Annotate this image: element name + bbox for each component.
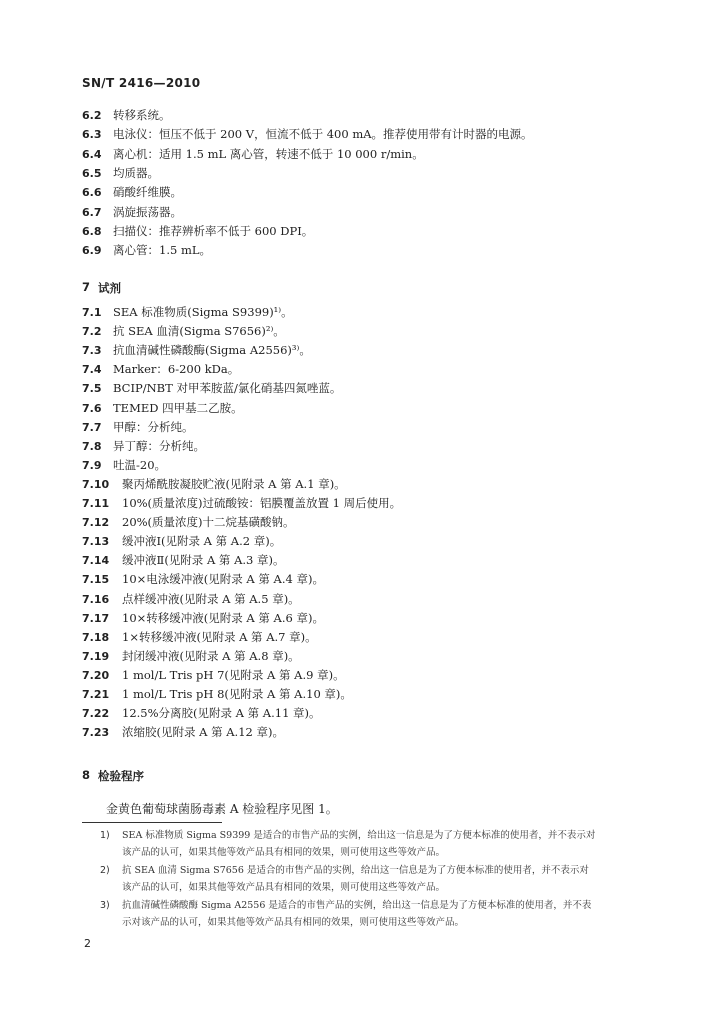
item-number: 6.6 bbox=[82, 186, 102, 200]
item-text: 抗 SEA 血清(Sigma S7656)²⁾。 bbox=[113, 324, 285, 339]
item-text: 均质器。 bbox=[113, 165, 159, 180]
item-number: 7.7 bbox=[82, 420, 102, 434]
list-item bbox=[82, 418, 194, 436]
section-8-title: 检验程序 bbox=[98, 769, 144, 783]
item-text: 10×电泳缓冲液(见附录 A 第 A.4 章)。 bbox=[122, 572, 324, 587]
item-number: 7.15 bbox=[82, 573, 110, 587]
item-text: 扫描仪：推荐辨析率不低于 600 DPI。 bbox=[113, 223, 314, 238]
footnote-mark: 3) bbox=[100, 900, 110, 911]
list-item bbox=[82, 532, 282, 550]
item-number: 6.3 bbox=[82, 128, 102, 142]
item-text: 20%(质量浓度)十二烷基磺酸钠。 bbox=[122, 515, 295, 530]
item-text: 聚丙烯酰胺凝胶贮液(见附录 A 第 A.1 章)。 bbox=[122, 476, 346, 491]
list-item bbox=[82, 106, 171, 124]
list-item bbox=[82, 551, 285, 569]
list-item bbox=[82, 399, 243, 417]
item-number: 7.18 bbox=[82, 630, 110, 644]
list-item bbox=[82, 590, 300, 608]
section-8-paragraph: 金黄色葡萄球菌肠毒素 A 检验程序见图 1。 bbox=[106, 802, 338, 816]
item-number: 7.14 bbox=[82, 554, 110, 568]
item-number: 7.19 bbox=[82, 649, 110, 663]
list-item bbox=[82, 609, 324, 627]
item-number: 7.9 bbox=[82, 458, 102, 472]
list-item bbox=[82, 513, 295, 531]
footnote-line: 示对该产品的认可，如果其他等效产品具有相同的效果，则可使用这些等效产品。 bbox=[122, 917, 465, 928]
item-number: 6.7 bbox=[82, 205, 102, 219]
list-item bbox=[82, 666, 345, 684]
section-7-heading bbox=[82, 280, 121, 295]
item-number: 6.8 bbox=[82, 224, 102, 238]
item-text: 1 mol/L Tris pH 8(见附录 A 第 A.10 章)。 bbox=[122, 687, 352, 701]
item-text: 离心机：适用 1.5 mL 离心管，转速不低于 10 000 r/min。 bbox=[113, 146, 424, 161]
item-number: 7.17 bbox=[82, 611, 110, 625]
item-number: 6.5 bbox=[82, 166, 102, 180]
item-text: 点样缓冲液(见附录 A 第 A.5 章)。 bbox=[122, 591, 300, 606]
list-item bbox=[82, 145, 424, 163]
item-number: 7.3 bbox=[82, 344, 102, 358]
list-item bbox=[82, 125, 533, 143]
footnote-line: 该产品的认可，如果其他等效产品具有相同的效果，则可使用这些等效产品。 bbox=[122, 847, 446, 858]
item-text: 抗血清碱性磷酸酶(Sigma A2556)³⁾。 bbox=[113, 343, 311, 358]
list-item bbox=[82, 685, 352, 703]
list-item bbox=[82, 723, 284, 741]
list-item bbox=[82, 628, 317, 646]
item-number: 7.20 bbox=[82, 668, 110, 682]
item-text: 转移系统。 bbox=[113, 108, 171, 122]
list-item bbox=[82, 303, 293, 321]
item-text: 甲醇：分析纯。 bbox=[113, 419, 194, 434]
item-text: 封闭缓冲液(见附录 A 第 A.8 章)。 bbox=[122, 648, 300, 663]
item-number: 7.21 bbox=[82, 688, 110, 701]
footnote-line: SEA 标准物质 Sigma S9399 是适合的市售产品的实例，给出这一信息是为了方便本标准的使用者，并不表示对 bbox=[122, 830, 596, 841]
list-item bbox=[82, 164, 159, 182]
item-number: 7.2 bbox=[82, 325, 102, 339]
item-text: Marker：6-200 kDa。 bbox=[113, 362, 240, 377]
item-text: 离心管：1.5 mL。 bbox=[113, 243, 211, 258]
footnote-line: 抗血清碱性磷酸酶 Sigma A2556 是适合的市售产品的实例，给出这一信息是为了方便本标准的使用者，并不表 bbox=[122, 900, 592, 911]
footnote-line: 抗 SEA 血清 Sigma S7656 是适合的市售产品的实例，给出这一信息是为了方便本标准的使用者，并不表示对 bbox=[122, 865, 589, 876]
item-text: 12.5%分离胶(见附录 A 第 A.11 章)。 bbox=[122, 706, 321, 721]
item-number: 7.6 bbox=[82, 401, 102, 415]
section-7-number: 7 bbox=[82, 280, 91, 294]
footnote-line: 该产品的认可，如果其他等效产品具有相同的效果，则可使用这些等效产品。 bbox=[122, 882, 446, 893]
item-text: 缓冲液Ⅰ(见附录 A 第 A.2 章)。 bbox=[122, 534, 282, 549]
section-8-heading bbox=[82, 768, 144, 783]
footnote-mark: 1) bbox=[100, 830, 110, 841]
list-item bbox=[82, 379, 342, 397]
list-item bbox=[82, 222, 314, 240]
list-item bbox=[82, 570, 324, 588]
list-item bbox=[82, 704, 321, 722]
item-text: 异丁醇：分析纯。 bbox=[113, 438, 205, 453]
item-number: 6.4 bbox=[82, 147, 102, 161]
item-text: BCIP/NBT 对甲苯胺蓝/氯化硝基四氮唑蓝。 bbox=[113, 381, 342, 396]
footnote-separator bbox=[82, 822, 222, 823]
item-number: 7.8 bbox=[82, 439, 102, 453]
item-number: 6.2 bbox=[82, 109, 102, 122]
list-item bbox=[82, 494, 402, 512]
item-number: 7.22 bbox=[82, 707, 110, 721]
section-8-number: 8 bbox=[82, 768, 91, 782]
item-number: 7.5 bbox=[82, 382, 102, 396]
item-text: 电泳仪：恒压不低于 200 V，恒流不低于 400 mA。推荐使用带有计时器的电源。 bbox=[113, 127, 533, 142]
item-text: 涡旋振荡器。 bbox=[113, 204, 182, 219]
list-item bbox=[82, 647, 300, 665]
list-item bbox=[82, 437, 205, 455]
item-number: 7.4 bbox=[82, 363, 102, 377]
footnote-mark: 2) bbox=[100, 865, 110, 876]
list-item bbox=[82, 183, 182, 201]
item-text: 10%(质量浓度)过硫酸铵：铝膜覆盖放置 1 周后使用。 bbox=[122, 496, 402, 510]
item-text: 浓缩胶(见附录 A 第 A.12 章)。 bbox=[122, 725, 284, 740]
item-text: 缓冲液Ⅱ(见附录 A 第 A.3 章)。 bbox=[122, 553, 285, 568]
document-code-header: SN/T 2416—2010 bbox=[82, 76, 201, 90]
list-item bbox=[82, 203, 182, 221]
item-text: 吐温-20。 bbox=[113, 457, 167, 472]
item-number: 7.13 bbox=[82, 535, 110, 549]
page-number: 2 bbox=[84, 937, 91, 950]
list-item bbox=[82, 475, 346, 493]
item-number: 7.1 bbox=[82, 306, 102, 319]
item-text: 1 mol/L Tris pH 7(见附录 A 第 A.9 章)。 bbox=[122, 667, 345, 682]
item-text: TEMED 四甲基二乙胺。 bbox=[113, 400, 243, 415]
item-number: 7.11 bbox=[82, 497, 110, 510]
list-item bbox=[82, 341, 311, 359]
item-text: 1×转移缓冲液(见附录 A 第 A.7 章)。 bbox=[122, 629, 317, 644]
item-number: 7.16 bbox=[82, 592, 110, 606]
list-item bbox=[82, 456, 167, 474]
item-number: 7.10 bbox=[82, 477, 110, 491]
item-text: SEA 标准物质(Sigma S9399)¹⁾。 bbox=[113, 305, 293, 319]
section-7-title: 试剂 bbox=[98, 281, 121, 295]
list-item bbox=[82, 322, 285, 340]
item-number: 6.9 bbox=[82, 244, 102, 258]
item-text: 硝酸纤维膜。 bbox=[113, 185, 182, 200]
list-item bbox=[82, 241, 211, 259]
list-item bbox=[82, 360, 240, 378]
item-text: 10×转移缓冲液(见附录 A 第 A.6 章)。 bbox=[122, 610, 324, 625]
item-number: 7.12 bbox=[82, 516, 110, 530]
item-number: 7.23 bbox=[82, 726, 110, 740]
